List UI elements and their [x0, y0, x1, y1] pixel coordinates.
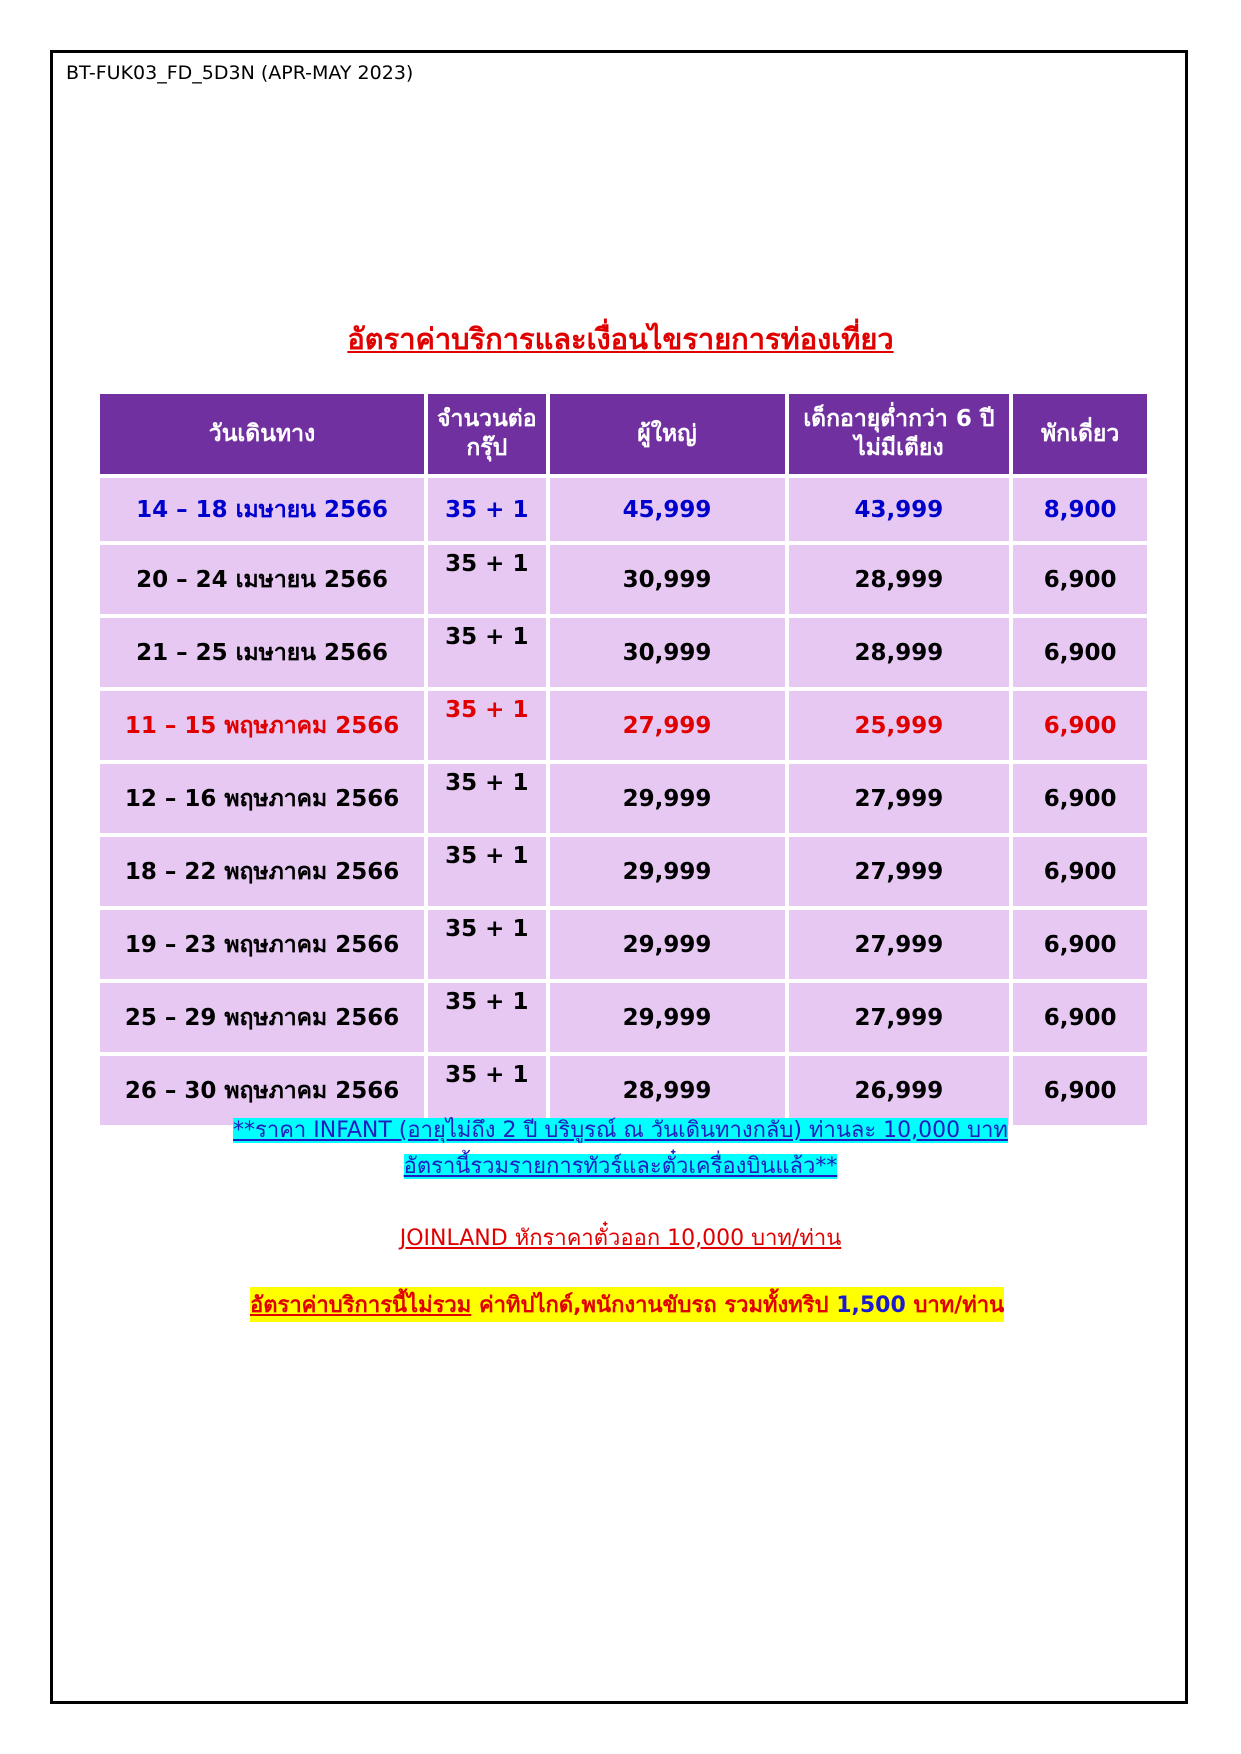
page-title: อัตราค่าบริการและเงื่อนไขรายการท่องเที่ยว	[347, 322, 894, 356]
exclusion-note	[250, 1287, 1004, 1322]
cell-travel-date: 11 – 15 พฤษภาคม 2566	[100, 691, 424, 760]
cell-child-price: 27,999	[789, 983, 1010, 1052]
exclusion-unit: บาท/ท่าน	[905, 1293, 1005, 1318]
cell-adult-price: 29,999	[550, 764, 785, 833]
cell-group-size: 35 + 1	[428, 545, 545, 614]
cell-adult-price: 45,999	[550, 478, 785, 541]
cell-travel-date: 21 – 25 เมษายน 2566	[100, 618, 424, 687]
cell-travel-date: 26 – 30 พฤษภาคม 2566	[100, 1056, 424, 1125]
cell-single-supplement: 6,900	[1013, 983, 1147, 1052]
table-row	[100, 983, 1147, 1052]
cell-single-supplement: 6,900	[1013, 691, 1147, 760]
cell-adult-price: 28,999	[550, 1056, 785, 1125]
header-single-supplement: พักเดี่ยว	[1013, 394, 1147, 474]
cell-group-size: 35 + 1	[428, 910, 545, 979]
cell-single-supplement: 6,900	[1013, 1056, 1147, 1125]
table-row	[100, 545, 1147, 614]
cell-travel-date: 20 – 24 เมษายน 2566	[100, 545, 424, 614]
cell-adult-price: 30,999	[550, 618, 785, 687]
cell-child-price: 26,999	[789, 1056, 1010, 1125]
header-child-price: เด็กอายุต่ำกว่า 6 ปี ไม่มีเตียง	[789, 394, 1010, 474]
header-travel-date: วันเดินทาง	[100, 394, 424, 474]
table-row	[100, 478, 1147, 541]
cell-travel-date: 14 – 18 เมษายน 2566	[100, 478, 424, 541]
infant-note-line2	[0, 1148, 1241, 1183]
cell-child-price: 28,999	[789, 545, 1010, 614]
cell-child-price: 43,999	[789, 478, 1010, 541]
header-group-size: จำนวนต่อ กรุ๊ป	[428, 394, 545, 474]
cell-travel-date: 25 – 29 พฤษภาคม 2566	[100, 983, 424, 1052]
table-row	[100, 837, 1147, 906]
cell-single-supplement: 6,900	[1013, 837, 1147, 906]
cell-travel-date: 18 – 22 พฤษภาคม 2566	[100, 837, 424, 906]
table-row	[100, 910, 1147, 979]
cell-group-size: 35 + 1	[428, 478, 545, 541]
cell-child-price: 27,999	[789, 837, 1010, 906]
exclusion-amount: 1,500	[836, 1293, 906, 1318]
cell-group-size: 35 + 1	[428, 1056, 545, 1125]
table-header-row	[100, 394, 1147, 474]
cell-group-size: 35 + 1	[428, 837, 545, 906]
cell-group-size: 35 + 1	[428, 983, 545, 1052]
document-code: BT-FUK03_FD_5D3N (APR-MAY 2023)	[66, 62, 414, 84]
cell-adult-price: 29,999	[550, 910, 785, 979]
cell-travel-date: 19 – 23 พฤษภาคม 2566	[100, 910, 424, 979]
cell-single-supplement: 6,900	[1013, 618, 1147, 687]
joinland-note: JOINLAND หักราคาตั๋วออก 10,000 บาท/ท่าน	[399, 1226, 842, 1251]
infant-note-line1	[0, 1112, 1241, 1147]
infant-note-text2: อัตรานี้รวมรายการทัวร์และตั๋วเครื่องบินแล้ว**	[403, 1154, 838, 1179]
cell-single-supplement: 6,900	[1013, 764, 1147, 833]
cell-group-size: 35 + 1	[428, 764, 545, 833]
table-row	[100, 691, 1147, 760]
header-adult-price: ผู้ใหญ่	[550, 394, 785, 474]
cell-single-supplement: 8,900	[1013, 478, 1147, 541]
rates-table	[96, 390, 1151, 1129]
cell-child-price: 27,999	[789, 910, 1010, 979]
cell-single-supplement: 6,900	[1013, 910, 1147, 979]
cell-adult-price: 27,999	[550, 691, 785, 760]
table-row	[100, 764, 1147, 833]
cell-group-size: 35 + 1	[428, 618, 545, 687]
cell-travel-date: 12 – 16 พฤษภาคม 2566	[100, 764, 424, 833]
cell-adult-price: 29,999	[550, 837, 785, 906]
cell-child-price: 28,999	[789, 618, 1010, 687]
cell-single-supplement: 6,900	[1013, 545, 1147, 614]
exclusion-text: ค่าทิปไกด์,พนักงานขับรถ รวมทั้งทริป	[471, 1293, 837, 1318]
cell-group-size: 35 + 1	[428, 691, 545, 760]
cell-child-price: 25,999	[789, 691, 1010, 760]
infant-note-text1: **ราคา INFANT (อายุไม่ถึง 2 ปี บริบูรณ์ ณ วันเดินทางกลับ) ท่านละ 10,000 บาท	[233, 1118, 1008, 1143]
cell-child-price: 27,999	[789, 764, 1010, 833]
cell-adult-price: 29,999	[550, 983, 785, 1052]
cell-adult-price: 30,999	[550, 545, 785, 614]
exclusion-label: อัตราค่าบริการนี้ไม่รวม	[250, 1293, 472, 1318]
table-row	[100, 618, 1147, 687]
